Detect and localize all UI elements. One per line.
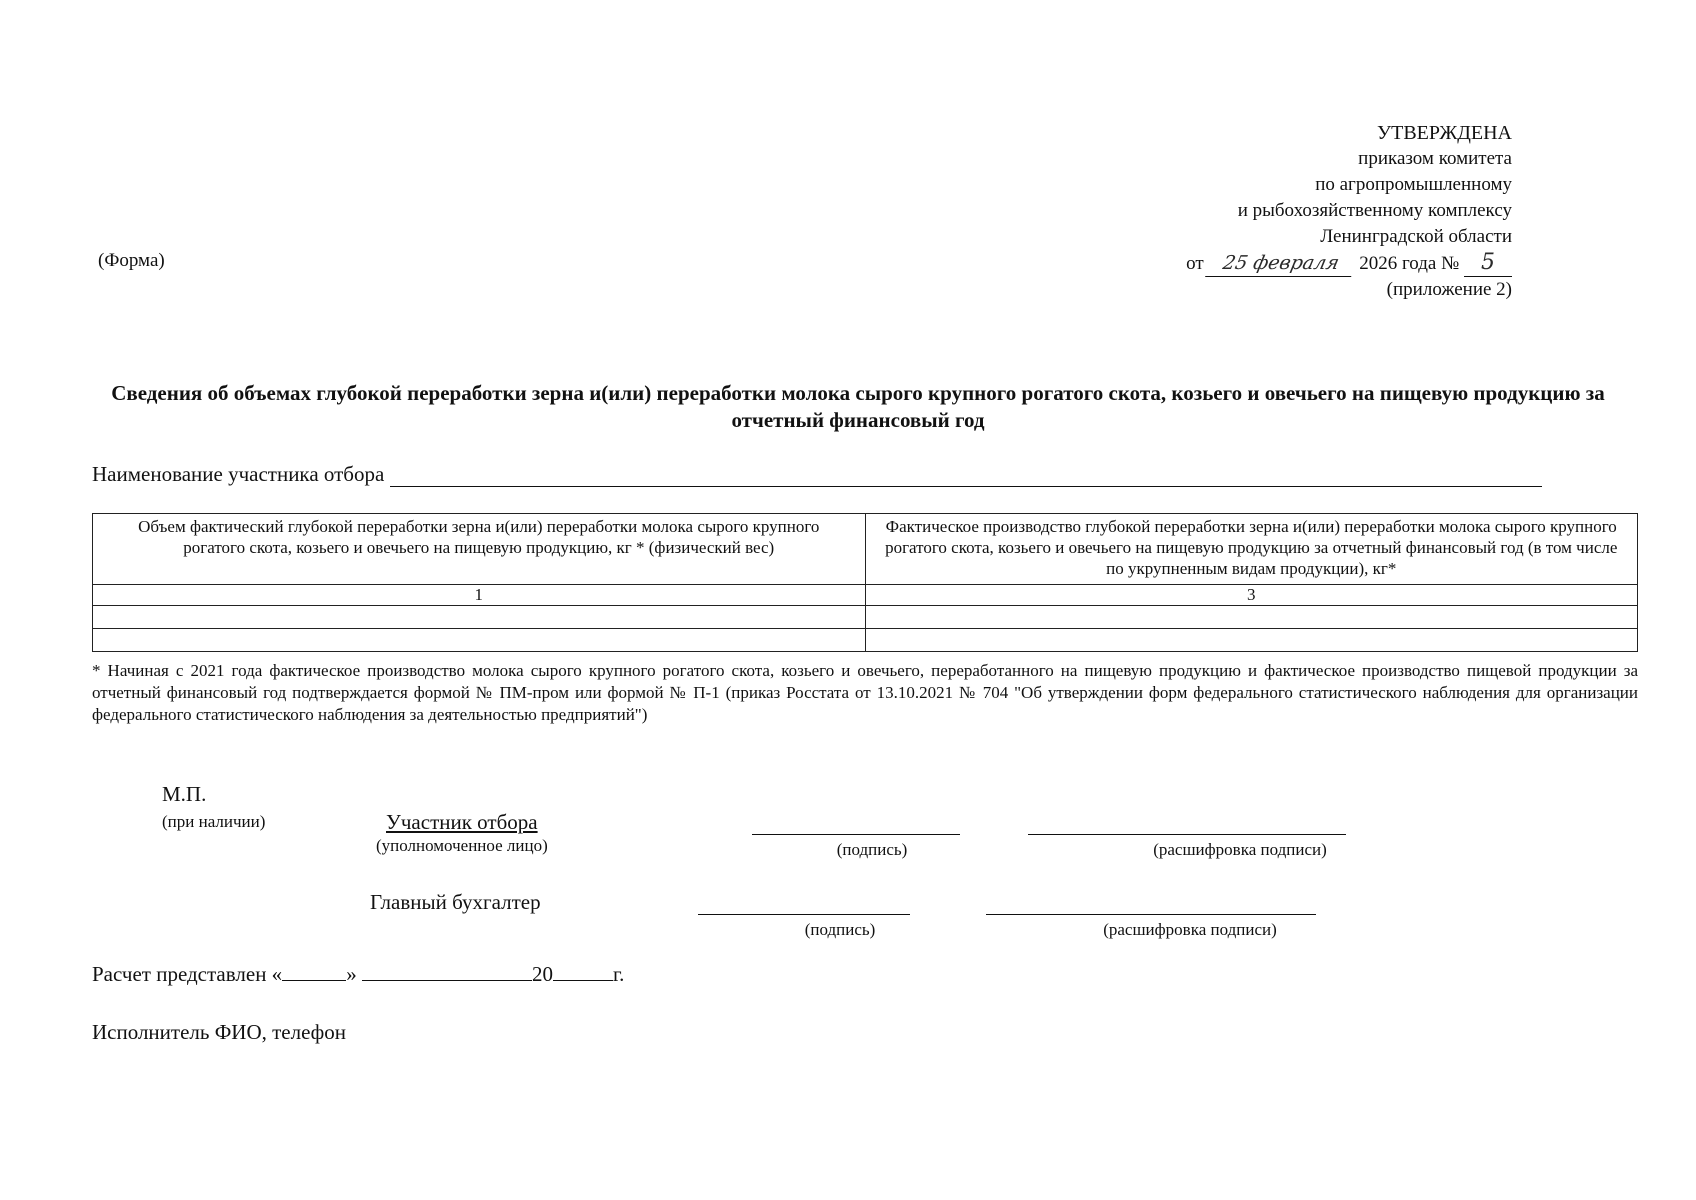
approval-heading: УТВЕРЖДЕНА: [1376, 122, 1512, 144]
approval-line: по агропромышленному: [1315, 174, 1512, 195]
approval-line: Ленинградской области: [1320, 226, 1512, 247]
approval-line: приказом комитета: [1358, 148, 1512, 169]
accountant-decoding-line[interactable]: [986, 914, 1316, 915]
participant-name-label: Наименование участника отбора: [92, 462, 385, 486]
table-header-cell: Фактическое производство глубокой переработки зерна и(или) переработки молока сырого крупного рогатого скота, козьего и овечьего на пищевую продукцию за отчетный финансовый год (в том числе по укрупненным видам продукции), кг*: [865, 514, 1638, 585]
table-number-row: [93, 585, 1638, 606]
approval-date-line: [952, 250, 1512, 277]
approval-line: и рыбохозяйственному комплексу: [1237, 200, 1512, 221]
signature-caption: (подпись): [836, 840, 908, 859]
accountant-signature-line[interactable]: [698, 914, 910, 915]
calc-prefix: Расчет представлен «: [92, 962, 283, 986]
participant-name-field[interactable]: [390, 466, 1542, 487]
approval-block: [952, 120, 1512, 303]
document-title: Сведения об объемах глубокой переработки зерна и(или) переработки молока сырого крупного рогатого скота, козьего и овечьего на пищевую продукцию за отчетный финансовый год: [111, 381, 1605, 432]
table-cell[interactable]: [865, 606, 1638, 629]
handwritten-number: 5: [1464, 250, 1512, 277]
calc-close-quote: »: [346, 962, 357, 986]
table-cell[interactable]: [865, 629, 1638, 652]
table-header-row: [93, 514, 1638, 585]
table-header-cell: Объем фактический глубокой переработки зерна и(или) переработки молока сырого крупного рогатого скота, козьего и овечьего на пищевую продукцию, кг * (физический вес): [93, 514, 866, 585]
table-row: [93, 629, 1638, 652]
participant-name-row: [92, 462, 1542, 487]
column-number: 1: [93, 585, 866, 606]
calc-suffix: г.: [612, 962, 625, 986]
participant-decoding-line[interactable]: [1028, 834, 1346, 835]
decoding-caption: (расшифровка подписи): [1103, 920, 1277, 939]
accountant-role: Главный бухгалтер: [370, 890, 541, 914]
appendix-label: (приложение 2): [1386, 279, 1512, 300]
stamp-place-note: (при наличии): [162, 812, 266, 831]
participant-signature-line[interactable]: [752, 834, 960, 835]
data-table: [92, 513, 1638, 652]
handwritten-date: 25 февраля: [1206, 250, 1358, 277]
date-year: 2026 года №: [1359, 253, 1460, 274]
stamp-place-label: М.П.: [162, 782, 207, 806]
signature-caption: (подпись): [804, 920, 876, 939]
calc-century: 20: [531, 962, 553, 986]
executor-label: Исполнитель ФИО, телефон: [92, 1020, 347, 1044]
footnote: * Начиная с 2021 года фактическое производство молока сырого крупного рогатого скота, козьего и овечьего, переработанного на пищевую продукцию и фактическое производство пищевой продукции за отчетный финансовый год подтверждается формой № ПМ-пром или формой № П-1 (приказ Росстата от 13.10.2021 № 704 "Об утверждении форм федерального статистического наблюдения для организации федерального статистического наблюдения за деятельностью предприятий"): [92, 661, 1638, 724]
table-cell[interactable]: [93, 606, 866, 629]
column-number: 3: [865, 585, 1638, 606]
form-label: (Форма): [98, 250, 165, 271]
participant-role: Участник отбора: [386, 810, 538, 834]
date-prefix: от: [1186, 253, 1204, 274]
table-row: [93, 606, 1638, 629]
table-cell[interactable]: [93, 629, 866, 652]
calc-date-row: [92, 962, 624, 987]
decoding-caption: (расшифровка подписи): [1153, 840, 1327, 859]
calc-day-field[interactable]: [282, 962, 346, 981]
calc-year-field[interactable]: [553, 962, 613, 981]
participant-role-note: (уполномоченное лицо): [376, 836, 548, 855]
calc-month-field[interactable]: [362, 962, 532, 981]
